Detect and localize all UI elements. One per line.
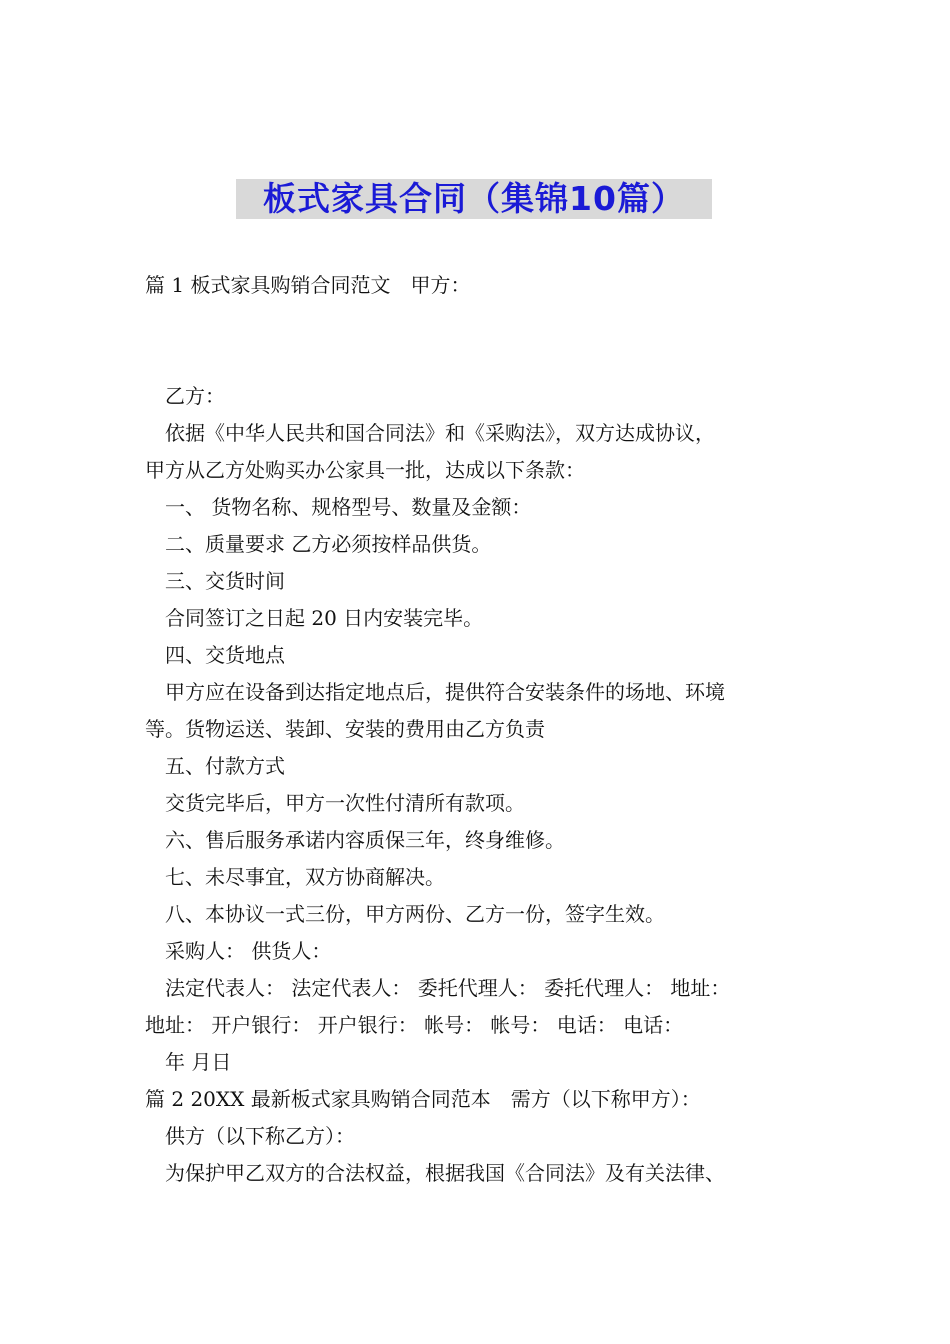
clause-3: 三、交货时间 [165,569,285,593]
section-heading-1: 篇 1 板式家具购销合同范文 甲方： [145,273,471,297]
paragraph-line: 甲方应在设备到达指定地点后，提供符合安装条件的场地、环境 [165,680,725,704]
clause-7: 七、未尽事宜，双方协商解决。 [165,865,445,889]
title-highlight [236,179,712,219]
clause-2: 二、质量要求 乙方必须按样品供货。 [165,532,492,556]
party-b-line: 乙方： [165,384,225,408]
signature-fields-line: 法定代表人： 法定代表人： 委托代理人： 委托代理人： 地址： [165,976,731,1000]
paragraph-line: 合同签订之日起 20 日内安装完毕。 [165,606,484,630]
paragraph-line: 等。货物运送、装卸、安装的费用由乙方负责 [145,717,545,741]
paragraph-line: 甲方从乙方处购买办公家具一批，达成以下条款： [145,458,585,482]
supplier-line: 供方（以下称乙方）： [165,1124,355,1148]
clause-4: 四、交货地点 [165,643,285,667]
date-line: 年 月日 [165,1050,232,1074]
paragraph-line: 依据《中华人民共和国合同法》和《采购法》，双方达成协议， [165,421,715,445]
clause-8: 八、本协议一式三份，甲方两份、乙方一份，签字生效。 [165,902,665,926]
clause-5: 五、付款方式 [165,754,285,778]
clause-6: 六、售后服务承诺内容质保三年，终身维修。 [165,828,565,852]
clause-1: 一、 货物名称、规格型号、数量及金额： [165,495,532,519]
paragraph-line: 交货完毕后，甲方一次性付清所有款项。 [165,791,525,815]
document-title: 板式家具合同（集锦10篇） [263,179,685,218]
paragraph-line: 为保护甲乙双方的合法权益，根据我国《合同法》及有关法律、 [165,1161,725,1185]
signature-line: 采购人： 供货人： [165,939,332,963]
section-heading-2: 篇 2 20XX 最新板式家具购销合同范本 需方（以下称甲方）： [145,1087,701,1111]
signature-fields-line: 地址： 开户银行： 开户银行： 帐号： 帐号： 电话： 电话： [145,1013,684,1037]
